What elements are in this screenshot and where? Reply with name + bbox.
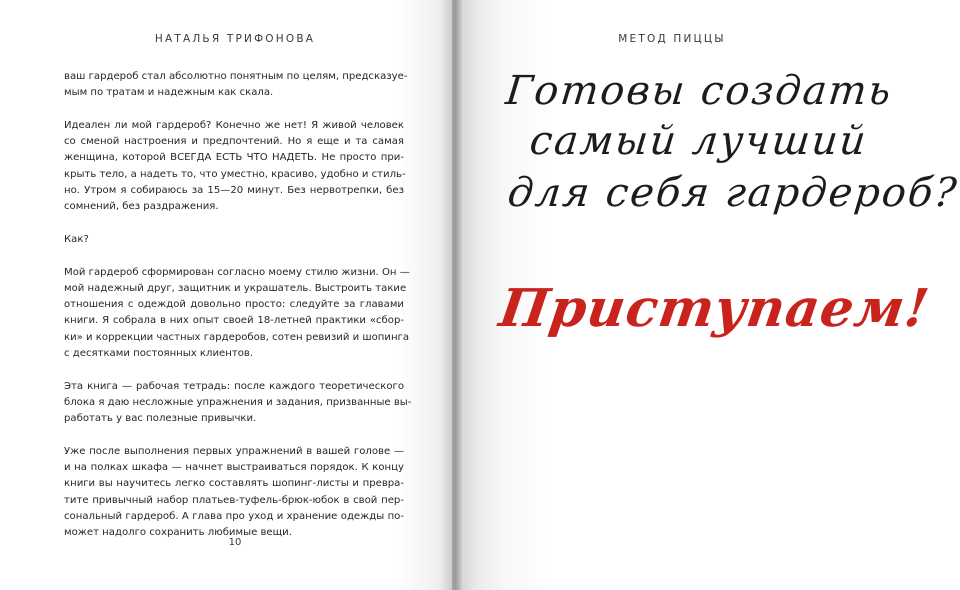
- text-line: сональный гардероб. А глава про уход и хранение одежды по-: [64, 511, 404, 523]
- text-line: работать у вас полезные привычки.: [64, 413, 257, 425]
- text-line: блока я даю несложные упражнения и задания, призванные вы-: [64, 396, 412, 408]
- script-heading-line: самый лучший: [527, 118, 870, 164]
- left-body-text: [64, 69, 412, 558]
- left-running-head: НАТАЛЬЯ ТРИФОНОВА: [154, 33, 316, 45]
- text-line: со сменой настроения и предпочтений. Но я еще и та самая: [64, 136, 404, 148]
- paragraph: [64, 232, 404, 248]
- text-line: ки» и коррекции частных гардеробов, сотен ревизий и шопинга: [64, 331, 410, 343]
- page-number: 10: [228, 537, 242, 548]
- text-line: книги. Я собрала в них опыт своей 18-летней практики «сбор-: [64, 315, 404, 327]
- text-line: женщина, которой ВСЕГДА ЕСТЬ ЧТО НАДЕТЬ. Не просто при-: [64, 152, 404, 164]
- paragraph: [64, 379, 412, 428]
- text-line: и на полках шкафа — начнет выстраиваться порядок. К концу: [64, 462, 404, 474]
- text-line: книги вы научитесь легко составлять шопинг-листы и превра-: [64, 478, 404, 490]
- text-line: Мой гардероб сформирован согласно моему стилю жизни. Он —: [64, 266, 410, 278]
- paragraph: [64, 69, 408, 102]
- script-heading-line: Готовы создать: [503, 68, 895, 114]
- call-to-action-script: Приступаем!: [495, 278, 934, 339]
- paragraph: [64, 444, 404, 542]
- text-line: но. Утром я собираюсь за 15—20 минут. Без нервотрепки, без: [64, 185, 404, 197]
- script-heading-line: для себя гардероб?: [505, 170, 960, 216]
- text-line: с десятками постоянных клиентов.: [64, 348, 254, 360]
- text-line: Эта книга — рабочая тетрадь: после каждого теоретического: [64, 380, 404, 392]
- paragraph: [64, 118, 404, 216]
- text-line: отношения с одеждой довольно просто: следуйте за главами: [64, 299, 404, 311]
- book-gutter: [440, 0, 462, 590]
- text-line: ваш гардероб стал абсолютно понятным по целям, предсказуе-: [64, 71, 408, 82]
- right-running-head: МЕТОД ПИЦЦЫ: [618, 33, 726, 45]
- text-line: мым по тратам и надежным как скала.: [64, 87, 274, 99]
- text-line: мой надежный друг, защитник и украшатель. Выстроить такие: [64, 282, 407, 294]
- text-line: может надолго сохранить любимые вещи.: [64, 527, 292, 539]
- text-line: Как?: [64, 233, 89, 245]
- text-line: тите привычный набор платьев-туфель-брюк-юбок в свой пер-: [64, 494, 404, 506]
- text-line: крыть тело, а надеть то, что уместно, красиво, удобно и стиль-: [64, 168, 406, 180]
- paragraph: [64, 265, 410, 363]
- text-line: Идеален ли мой гардероб? Конечно же нет! Я живой человек: [64, 119, 404, 131]
- text-line: сомнений, без раздражения.: [64, 201, 219, 213]
- text-line: Уже после выполнения первых упражнений в вашей голове —: [64, 445, 404, 457]
